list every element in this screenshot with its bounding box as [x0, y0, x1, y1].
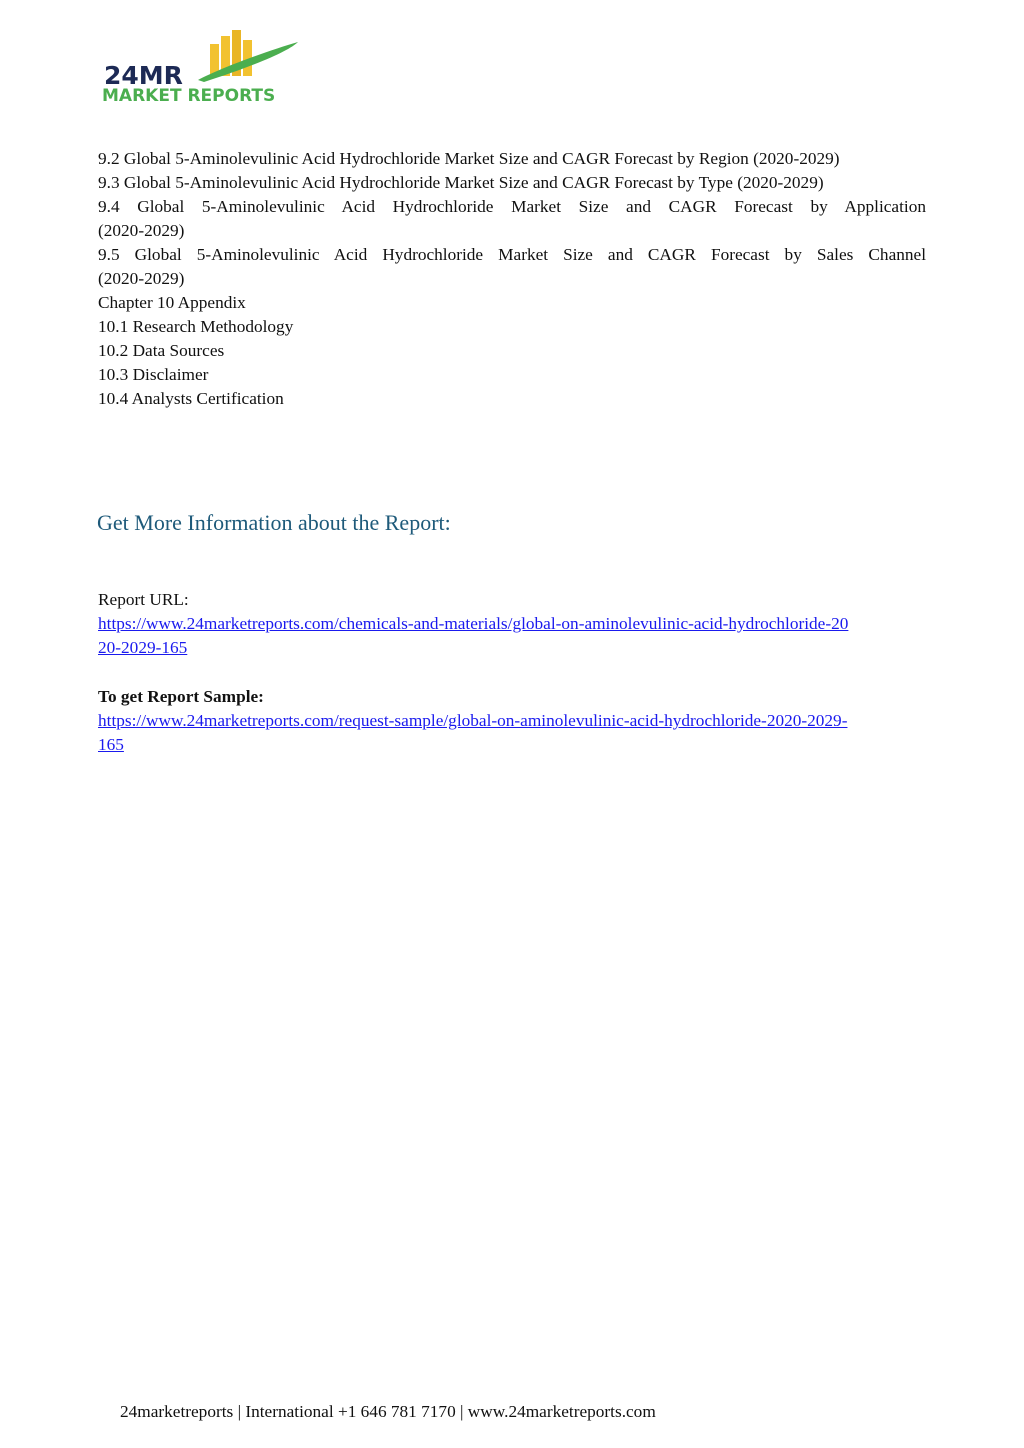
toc-line: 10.1 Research Methodology [98, 317, 294, 336]
report-sample-link-line1: https://www.24marketreports.com/request-sample/global-on-aminolevulinic-acid-hydrochloride-2020-2029- [98, 711, 848, 730]
report-sample-label: To get Report Sample: [98, 687, 264, 706]
toc-line: 9.5 Global 5-Aminolevulinic Acid Hydrochloride Market Size and CAGR Forecast by Sales Channel [98, 245, 926, 264]
toc-line: 10.4 Analysts Certification [98, 389, 284, 408]
logo-text-24mr: 24MR [104, 61, 183, 90]
report-url-link[interactable] [98, 612, 926, 660]
report-url-link-line2: 20-2029-165 [98, 638, 188, 657]
toc-line: 9.4 Global 5-Aminolevulinic Acid Hydrochloride Market Size and CAGR Forecast by Application [98, 197, 926, 216]
toc-line: 10.3 Disclaimer [98, 365, 209, 384]
toc-line: (2020-2029) [98, 221, 185, 240]
logo [100, 28, 310, 108]
toc-line: 9.2 Global 5-Aminolevulinic Acid Hydrochloride Market Size and CAGR Forecast by Region (2020-2029) [98, 149, 840, 168]
toc-line: Chapter 10 Appendix [98, 293, 246, 312]
logo-text-market-reports: MARKET REPORTS [102, 86, 276, 106]
page-footer: 24marketreports | International +1 646 781 7170 | www.24marketreports.com [120, 1402, 656, 1421]
report-sample-link-line2: 165 [98, 735, 124, 754]
report-url-label: Report URL: [98, 590, 189, 609]
toc-line: 9.3 Global 5-Aminolevulinic Acid Hydrochloride Market Size and CAGR Forecast by Type (2020-2029) [98, 173, 824, 192]
report-url-section [98, 588, 926, 660]
report-url-link-line1: https://www.24marketreports.com/chemicals-and-materials/global-on-aminolevulinic-acid-hydrochloride-20 [98, 614, 849, 633]
report-sample-link[interactable] [98, 709, 926, 757]
report-sample-section [98, 685, 926, 757]
toc-line: (2020-2029) [98, 269, 185, 288]
more-info-heading: Get More Information about the Report: [97, 510, 451, 535]
table-of-contents [98, 147, 926, 411]
toc-line: 10.2 Data Sources [98, 341, 225, 360]
